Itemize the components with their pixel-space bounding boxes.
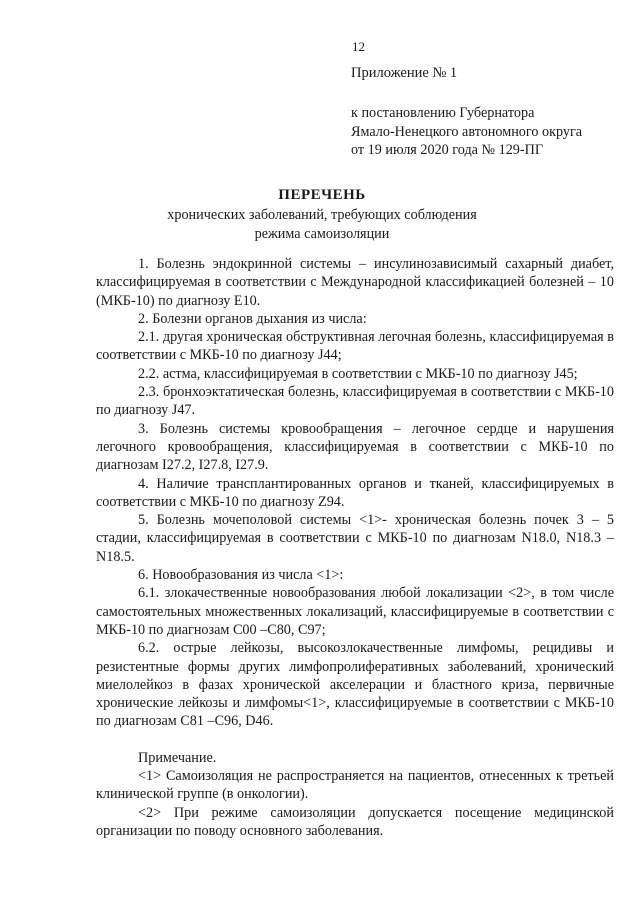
list-item: 2.2. астма, классифицируемая в соответствии с МКБ-10 по диагнозу J45; [138, 365, 578, 382]
document-body [96, 255, 614, 840]
document-subtitle-line: хронических заболеваний, требующих соблюдения [167, 207, 477, 223]
list-item: 6.2. острые лейкозы, высокозлокачественные лимфомы, рецидивы и резистентные формы других лимфопролиферативных заболеваний, хронический миелолейкоз в фазах хронической акселерации и бластного криза, первичные хронические лейкозы и лимфомы<1>, классифицируемые в соответствии с МКБ-10 по диагнозам С81 –С96, D46. [96, 640, 614, 730]
list-item: 1. Болезнь эндокринной системы – инсулинозависимый сахарный диабет, классифицируемая в соответствии с Международной классификацией болезней – 10 (МКБ-10) по диагнозу Е10. [96, 256, 614, 309]
notes-heading: Примечание. [138, 749, 217, 766]
list-item: 2.3. бронхоэктатическая болезнь, классифицируемая в соответствии с МКБ-10 по диагнозу J47. [96, 384, 614, 419]
appendix-line: Ямало-Ненецкого автономного округа [351, 123, 583, 140]
list-item: 4. Наличие трансплантированных органов и тканей, классифицируемых в соответствии с МКБ-10 по диагнозу Z94. [96, 475, 614, 510]
appendix-line: от 19 июля 2020 года № 129-ПГ [351, 142, 544, 158]
appendix-title: Приложение № 1 [351, 65, 458, 81]
title-block [96, 186, 548, 243]
appendix-block [351, 64, 631, 160]
page-number: 12 [352, 39, 365, 54]
list-item: 2. Болезни органов дыхания из числа: [138, 310, 367, 327]
list-item: 5. Болезнь мочеполовой системы <1>- хроническая болезнь почек 3 – 5 стадии, классифицируемая в соответствии с МКБ-10 по диагнозам N18.0, N18.3 –N18.5. [96, 512, 614, 565]
list-item: 2.1. другая хроническая обструктивная легочная болезнь, классифицируемая в соответствии с МКБ-10 по диагнозу J44; [96, 329, 614, 364]
list-item: 6. Новообразования из числа <1>: [138, 567, 344, 584]
list-item: 3. Болезнь системы кровообращения – легочное сердце и нарушения легочного кровообращения, классифицируемая в соответствии с МКБ-10 по диагнозам I27.2, I27.8, I27.9. [96, 420, 614, 474]
document-subtitle-line: режима самоизоляции [254, 225, 390, 242]
list-item: 6.1. злокачественные новообразования любой локализации <2>, в том числе самостоятельных множественных локализаций, классифицируемые в соответствии с МКБ-10 по диагнозам С00 –С80, С97; [96, 585, 614, 638]
note-item: <2> При режиме самоизоляции допускается посещение медицинской организации по поводу основного заболевания. [96, 804, 614, 839]
document-title: ПЕРЕЧЕНЬ [278, 187, 366, 203]
appendix-line: к постановлению Губернатора [351, 105, 535, 121]
note-item: <1> Самоизоляция не распространяется на пациентов, отнесенных к третьей клинической группе (в онкологии). [96, 768, 614, 803]
